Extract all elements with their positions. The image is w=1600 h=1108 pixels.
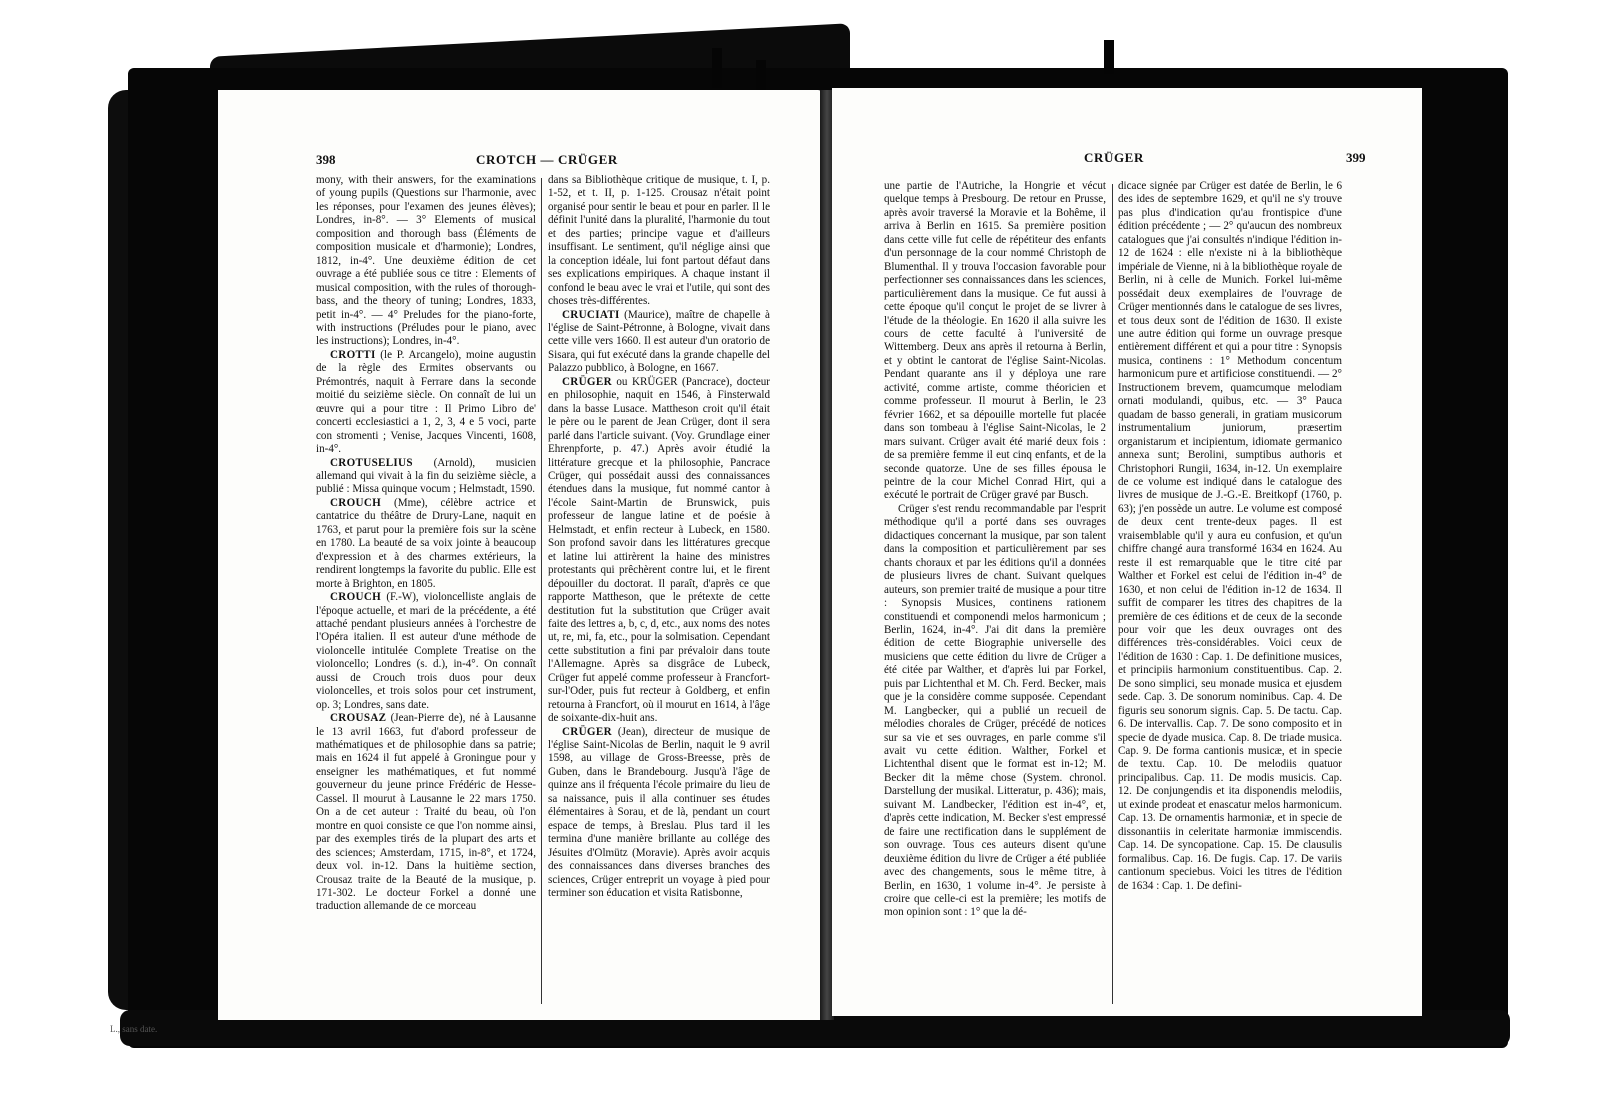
entry-text: (Mme), célèbre actrice et cantatrice du théâtre de Drury-Lane, naquit en 1763, et parut pour la première fois sur la scène en 1780. La beauté de sa voix jointe à beaucoup d'expression et à des charmes extérieurs, la rendirent longtemps la favorite du public. Elle est morte à Brighton, en 1805. <box>316 496 536 590</box>
entry-headword: CROUCH <box>330 591 382 604</box>
entry-headword: CROTTI <box>330 348 376 361</box>
dictionary-entry <box>316 591 536 712</box>
entry-text: (Maurice), maître de chapelle à l'église de Saint-Pétronne, à Bologne, vivait dans cette ville vers 1660. Il est auteur d'un oratorio de Sisara, qui fut exécuté dans la grande chapelle del Palazzo pubblico, à Bologne, en 1667. <box>548 308 770 375</box>
dictionary-entry <box>316 712 536 914</box>
paragraph: mony, with their answers, for the examinations of young pupils (Questions sur l'harmonie, avec les réponses, pour l'examen des jeunes élèves); Londres, in-8°. — 3° Elements of musical composition and thorough bass (Éléments de composition musicale et d'harmonie); Londres, 1812, in-4°. Une deuxième édition de cet ouvrage a été publiée sous ce titre : Elements of musical composition, with the rules of thorough-bass, and the theory of tuning; Londres, 1833, petit in-4°. — 4° Preludes for the piano-forte, with instructions (Préludes pour le piano, avec les instructions); Londres, in-4°. <box>316 174 536 348</box>
running-head: CROTCH — CRÜGER <box>476 152 618 167</box>
page-number: 398 <box>316 152 336 167</box>
text-column <box>548 174 770 1006</box>
column-rule <box>541 178 542 1004</box>
entry-headword: CROUCH <box>330 496 382 509</box>
entry-headword: CRÜGER <box>562 725 612 738</box>
dictionary-entry <box>316 349 536 457</box>
entry-text: (Jean-Pierre de), né à Lausanne le 13 avril 1663, fut d'abord professeur de mathématiques et de philosophie dans sa patrie; mais en 1624 il fut appelé à Groningue pour y enseigner les mathématiques, et fut nommé gouverneur du jeune prince Frédéric de Hesse-Cassel. Il mourut à Lausanne le 22 mars 1750. On a de cet auteur : Traité du beau, où l'on montre en quoi consiste ce que l'on nomme ainsi, par des exemples tirés de la plupart des arts et des sciences; Amsterdam, 1715, in-8°, et 1724, deux vol. in-12. Dans la huitième section, Crousaz traite de la Beauté de la musique, p. 171-302. Le docteur Forkel a donné une traduction allemande de ce morceau <box>316 712 536 913</box>
dictionary-entry <box>316 497 536 591</box>
left-page <box>218 90 822 1020</box>
entry-text: ou KRÜGER (Pancrace), docteur en philosophie, naquit en 1546, à Finsterwald dans la basse Lusace. Mattheson croit qu'il était le père ou le parent de Jean Crüger, dont il sera parlé dans l'article suivant. (Voy. Grundlage einer Ehrenpforte, p. 47.) Après avoir étudié la littérature grecque et la philosophie, Pancrace Crüger, qui possédait aussi des connaissances étendues dans la musique, fut nommé cantor à l'école Saint-Martin de Brunswick, puis professeur de langue latine et de poésie à Helmstadt, et enfin recteur à Lubeck, en 1580. Son profond savoir dans les littératures grecque et latine lui attirèrent la haine des ministres protestants qui prêchèrent contre lui, et le firent dépouiller du doctorat. Il paraît, d'après ce que rapporte Mattheson, que le prétexte de cette destitution fut la substitution que Crüger avait faite des lettres a, b, c, d, etc., aux noms des notes ut, re, mi, fa, etc., pour la solmisation. Cependant cette substitution a fini par prévaloir dans toute l'Allemagne. Après sa disgrâce de Lubeck, Crüger fut appelé comme professeur à Francfort-sur-l'Oder, puis fut recteur à Goldberg, et enfin retourna à Francfort, où il mourut en 1614, à l'âge de soixante-dix-huit ans. <box>548 375 770 725</box>
paragraph: une partie de l'Autriche, la Hongrie et vécut quelque temps à Presbourg. De retour en Prusse, après avoir traversé la Moravie et la Bohême, il arriva à Berlin en 1615. Sa première position dans cette ville fut celle de répétiteur des enfants d'un personnage de la cour nommé Christoph de Blumenthal. Il y trouva l'occasion favorable pour perfectionner ses connaissances dans les sciences, particulièrement dans la musique. Ce fut aussi à cette époque qu'il conçut le projet de se livrer à l'étude de la théologie. En 1620 il alla suivre les cours de cette faculté à l'université de Wittemberg. Deux ans après il retourna à Berlin, et y obtint le cantorat de l'église Saint-Nicolas. Pendant quarante ans il y déploya une rare activité, comme artiste, comme théoricien et comme professeur. Il mourut à Berlin, le 23 février 1662, et sa dépouille mortelle fut placée dans son tombeau à l'église Saint-Nicolas, le 2 mars suivant. Crüger avait été marié deux fois : de sa première femme il eut cinq enfants, et de la seconde quatorze. Une de ses filles épousa le peintre de la cour Michel Conrad Hirt, qui a exécuté le portrait de Crüger gravé par Busch. <box>884 180 1106 502</box>
paragraph: dicace signée par Crüger est datée de Berlin, le 6 des ides de septembre 1629, et qu'il ne s'y trouve pas plus d'indication qu'au frontispice d'une édition précédente ; — 2° qu'aucun des nombreux catalogues que j'ai consultés n'indique l'édition in-12 de 1624 : elle n'existe ni à la bibliothèque impériale de Vienne, ni à la bibliothèque royale de Berlin, ni à celle de Munich. Forkel lui-même possédait deux exemplaires de l'ouvrage de Crüger mentionnés dans le catalogue de ses livres, et tous deux sont de l'édition de 1630. Il existe une autre édition qui forme un ouvrage presque entièrement différent et qui a pour titre : Synopsis musica, continens : 1° Methodum concentum harmonicum pure et artificiose constituendi. — 2° Instructionem brevem, quamcumque melodiam ornati modulandi, quibus, etc. — 3° Pauca quadam de basso generali, in gratiam musicorum instrumentalium juniorum, præsertim organistarum et incipientum, idiomate germanico annexa sunt; Berolini, sumptibus authoris et Christophori Rungii, 1634, in-12. Un exemplaire de ce volume est indiqué dans le catalogue des livres de musique de J.-G.-E. Breitkopf (1760, p. 63); j'en possède un autre. Le volume est composé de deux cent trente-deux pages. Il est vraisemblable qu'il y aura eu confusion, et qu'un chiffre changé aura transformé 1634 en 1624. Au reste il est remarquable que le titre cité par Walther et Forkel est celui de l'édition in-4° de 1630, et non celui de l'édition in-12 de 1634. Il suffit de comparer les titres des chapitres de la première de ces éditions et de ceux de la seconde pour voir que les deux ouvrages ont des différences très-considérables. Voici ceux de l'édition de 1630 : Cap. 1. De definitione musices, et principiis harmonium constituentibus. Cap. 2. De sono simplici, seu monade musica et ejusdem sede. Cap. 3. De sonorum nominibus. Cap. 4. De figuris seu sonorum signis. Cap. 5. De tactu. Cap. 6. De intervallis. Cap. 7. De sono composito et in specie de dyade musica. Cap. 8. De triade musica. Cap. 9. De forma cantionis musicæ, et in specie de textu. Cap. 10. De melodiis quatuor principalibus. Cap. 11. De modis musicis. Cap. 12. De conjungendis et ita disponendis melodiis, ut exinde prodeat et enascatur melos harmonicum. Cap. 13. De ornamentis harmoniæ, et in specie de dissonantiis in celeritate harmoniæ immiscendis. Cap. 14. De syncopatione. Cap. 15. De clausulis formalibus. Cap. 16. De fugis. Cap. 17. De variis cantionum speciebus. Voici les titres de l'édition de 1634 : Cap. 1. De defini- <box>1118 180 1342 892</box>
entry-headword: CROTUSELIUS <box>330 456 413 469</box>
page-tab-mark <box>1104 40 1114 74</box>
paragraph: Crüger s'est rendu recommandable par l'esprit méthodique qu'il a porté dans ses ouvrages didactiques concernant la musique, par son talent dans la composition et particulièrement par ses chants choraux et par les éditions qu'il a données de plusieurs livres de chant. Suivant quelques auteurs, son premier traité de musique a pour titre : Synopsis Musices, continens rationem constituendi et componendi melos harmonicum ; Berlin, 1624, in-4°. J'ai dit dans la première édition de cette Biographie universelle des musiciens que cette édition du livre de Crüger a été citée par Walther, et d'après lui par Forkel, puis par Lichtenthal et M. Ch. Ferd. Becker, mais que je la considère comme supposée. Cependant M. Langbecker, qui a publié un recueil de mélodies chorales de Crüger, précédé de notices sur sa vie et ses ouvrages, en parle comme s'il avait vu cette édition. Walther, Forkel et Lichtenthal disent que le format est in-12; M. Becker dit la même chose (System. chronol. Darstellung der musikal. Litteratur, p. 436); mais, suivant M. Landbecker, l'édition est in-4°, et, d'après cette indication, M. Becker s'est empressé de faire une rectification dans le supplément de son ouvrage. Tous ces auteurs disent qu'une deuxième édition du livre de Crüger a été publiée avec des changements, sous le même titre, à Berlin, en 1630, 1 volume in-4°. Je persiste à croire que celle-ci est la première; les motifs de mon opinion sont : 1° que la dé- <box>884 502 1106 919</box>
column-rule <box>1112 184 1113 1004</box>
dictionary-entry <box>548 309 770 376</box>
paragraph: dans sa Bibliothèque critique de musique, t. I, p. 1-52, et t. II, p. 1-125. Crousaz n'était point organisé pour sentir le beau et pour en parler. Il le définit l'unité dans la pluralité, l'harmonie du tout et des parties; principe vague et d'ailleurs insuffisant. Le sentiment, qu'il néglige ainsi que la conception idéale, lui font partout défaut dans ses explications empiriques. A chaque instant il confond le beau avec le vrai et l'utile, qui sont des choses très-différentes. <box>548 174 770 308</box>
right-page <box>832 88 1422 1016</box>
page-tab-mark <box>756 60 766 90</box>
entry-headword: CRUCIATI <box>562 308 620 321</box>
entry-text: (le P. Arcangelo), moine augustin de la règle des Ermites observants ou Prémontrés, naquit à Ferrare dans la seconde moitié du seizième siècle. On connaît de lui un œuvre qui a pour titre : Il Primo Libro de' concerti ecclesiastici a 1, 2, 3, 4 e 5 voci, parte con stromenti ; Venise, Jacques Vincenti, 1608, in-4°. <box>316 348 536 456</box>
entry-text: (F.-W), violoncelliste anglais de l'époque actuelle, et mari de la précédente, a été attaché pendant plusieurs années à l'orchestre de l'Opéra italien. Il est auteur d'une méthode de violoncelle intitulée Complete Treatise on the violoncello; Londres (s. d.), in-4°. On connaît aussi de Crouch trois duos pour deux violoncelles, et trois solos pour cet instrument, op. 3; Londres, sans date. <box>316 591 536 711</box>
page-tab-mark <box>712 48 722 88</box>
text-column <box>884 180 1106 1006</box>
entry-headword: CRÜGER <box>562 375 612 388</box>
entry-text: (Arnold), musicien allemand qui vivait à la fin du seizième siècle, a publié : Missa quinque vocum ; Helmstadt, 1590. <box>316 456 536 496</box>
entry-headword: CROUSAZ <box>330 712 387 725</box>
entry-text: (Jean), directeur de musique de l'église Saint-Nicolas de Berlin, naquit le 9 avril 1598, au village de Gross-Breesse, près de Guben, dans le Brandebourg. Jusqu'à l'âge de quinze ans il fréquenta l'école primaire du lieu de sa naissance, puis il alla continuer ses études élémentaires à Sorau, et de là, pendant un court espace de temps, à Breslau. Plus tard il les termina d'une manière brillante au collége des Jésuites d'Olmütz (Moravie). Après avoir acquis des connaissances dans diverses branches des sciences, Crüger entreprit un voyage à pied pour terminer son éducation et visita Ratisbonne, <box>548 725 770 900</box>
running-head: CRÜGER <box>1084 150 1144 165</box>
dictionary-entry <box>548 376 770 726</box>
margin-note: L., sans date. <box>110 1024 158 1034</box>
text-column <box>316 174 536 1006</box>
dictionary-entry <box>548 726 770 901</box>
dictionary-entry <box>316 457 536 497</box>
text-column <box>1118 180 1342 1006</box>
page-number: 399 <box>1346 150 1366 165</box>
